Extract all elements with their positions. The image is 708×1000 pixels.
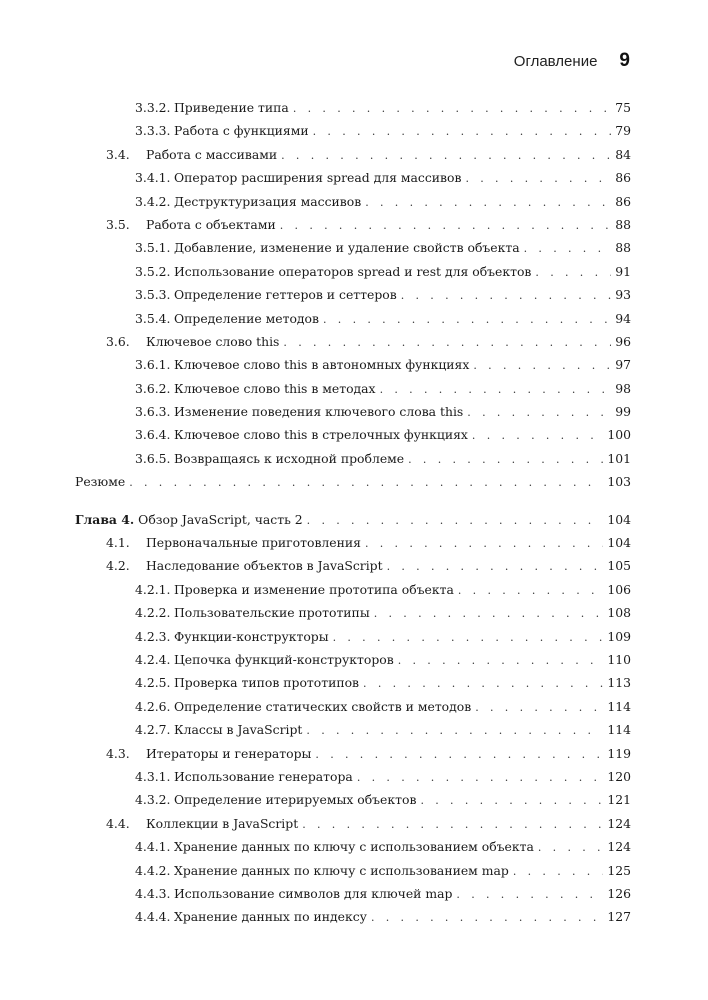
toc-entry bbox=[0, 213, 708, 236]
dot-leader bbox=[333, 626, 604, 649]
toc-entry-number: 3.5.3. bbox=[135, 287, 171, 303]
toc-entry bbox=[0, 601, 708, 624]
dot-leader bbox=[538, 836, 603, 859]
dot-leader bbox=[302, 813, 603, 836]
toc-entry-number: 3.6.3. bbox=[135, 404, 171, 420]
dot-leader bbox=[363, 672, 603, 695]
toc-entry-number: 4.2.4. bbox=[135, 651, 171, 667]
toc-entry-number: 3.5.1. bbox=[135, 240, 171, 256]
dot-leader bbox=[524, 237, 612, 260]
toc-entry-title: Функции-конструкторы bbox=[174, 628, 329, 644]
toc-entry-page: 105 bbox=[607, 558, 631, 574]
dot-leader bbox=[280, 214, 611, 237]
dot-leader bbox=[456, 883, 603, 906]
toc-entry-number: 3.4.1. bbox=[135, 170, 171, 186]
dot-leader bbox=[513, 860, 604, 883]
toc-entry-title: Определение геттеров и сеттеров bbox=[174, 287, 397, 303]
toc-entry-title: Резюме bbox=[75, 474, 126, 490]
toc-entry bbox=[0, 377, 708, 400]
dot-leader bbox=[365, 532, 603, 555]
toc-entry-number: 3.4.2. bbox=[135, 193, 171, 209]
toc-entry-title: Использование операторов spread и rest для объектов bbox=[174, 263, 532, 279]
toc-entry-number: 4.3.1. bbox=[135, 768, 171, 784]
toc-entry-title: Хранение данных по ключу с использованием map bbox=[174, 862, 509, 878]
page-number: 9 bbox=[619, 50, 630, 71]
toc-entry bbox=[0, 882, 708, 905]
toc-entry bbox=[0, 531, 708, 554]
toc-entry-number: 4.2.6. bbox=[135, 698, 171, 714]
dot-leader bbox=[374, 602, 604, 625]
toc-entry bbox=[0, 718, 708, 741]
toc-entry-page: 127 bbox=[607, 909, 631, 925]
dot-leader bbox=[315, 743, 603, 766]
toc-entry bbox=[0, 905, 708, 928]
toc-entry-page: 100 bbox=[607, 427, 631, 443]
toc-entry bbox=[0, 400, 708, 423]
toc-entry-page: 113 bbox=[607, 675, 631, 691]
toc-entry-title: Деструктуризация массивов bbox=[174, 193, 362, 209]
toc-entry-page: 91 bbox=[615, 263, 631, 279]
toc-entry-number: 4.2.5. bbox=[135, 675, 171, 691]
toc-entry-number: 3.3.3. bbox=[135, 123, 171, 139]
toc-entry-title: Коллекции в JavaScript bbox=[146, 815, 299, 831]
toc-entry-page: 109 bbox=[607, 628, 631, 644]
dot-leader bbox=[475, 696, 603, 719]
toc-entry-page: 103 bbox=[607, 474, 631, 490]
toc-entry-number: 3.6. bbox=[106, 333, 130, 349]
toc-entry bbox=[0, 765, 708, 788]
toc-entry-number: 4.4.1. bbox=[135, 839, 171, 855]
toc-entry-title: Пользовательские прототипы bbox=[174, 605, 370, 621]
toc-entry-number: 4.2. bbox=[106, 558, 130, 574]
toc-entry-title: Изменение поведения ключевого слова this bbox=[174, 404, 464, 420]
toc-entry-number: 3.6.1. bbox=[135, 357, 171, 373]
toc-entry-page: 88 bbox=[615, 240, 631, 256]
toc-entry-title: Возвращаясь к исходной проблеме bbox=[174, 450, 405, 466]
toc-entry-number: 3.5. bbox=[106, 216, 130, 232]
toc-entry-title: Использование символов для ключей map bbox=[174, 885, 453, 901]
toc-entry-number: 4.2.2. bbox=[135, 605, 171, 621]
toc-entry-page: 106 bbox=[607, 581, 631, 597]
toc-entry bbox=[0, 236, 708, 259]
toc-entry-page: 124 bbox=[607, 815, 631, 831]
toc-entry-title: Работа с функциями bbox=[174, 123, 309, 139]
toc-entry-title: Определение методов bbox=[174, 310, 319, 326]
toc-entry-number: 3.5.4. bbox=[135, 310, 171, 326]
toc-entry-page: 93 bbox=[615, 287, 631, 303]
toc-entry-page: 97 bbox=[615, 357, 631, 373]
toc-entry-number: 3.5.2. bbox=[135, 263, 171, 279]
toc-entry bbox=[0, 554, 708, 577]
dot-leader bbox=[473, 354, 611, 377]
dot-leader bbox=[129, 471, 603, 494]
toc-entry-title: Ключевое слово this в стрелочных функциях bbox=[174, 427, 468, 443]
toc-entry-title: Наследование объектов в JavaScript bbox=[146, 558, 383, 574]
dot-leader bbox=[283, 331, 611, 354]
toc-entry-number: 3.6.2. bbox=[135, 380, 171, 396]
toc-entry bbox=[0, 423, 708, 446]
dot-leader bbox=[420, 789, 603, 812]
toc-entry-number: 4.2.1. bbox=[135, 581, 171, 597]
dot-leader bbox=[458, 579, 603, 602]
toc-entry-page: 114 bbox=[607, 698, 631, 714]
toc-entry-title: Проверка типов прототипов bbox=[174, 675, 360, 691]
toc-entry-page: 126 bbox=[607, 885, 631, 901]
dot-leader bbox=[293, 97, 611, 120]
toc-entry-number: 4.1. bbox=[106, 535, 130, 551]
toc-entry bbox=[0, 307, 708, 330]
toc-entry-title: Оператор расширения spread для массивов bbox=[174, 170, 462, 186]
toc-entry-number: 3.6.5. bbox=[135, 450, 171, 466]
dot-leader bbox=[387, 555, 604, 578]
dot-leader bbox=[281, 144, 611, 167]
toc-entry bbox=[0, 283, 708, 306]
toc-entry-title: Итераторы и генераторы bbox=[146, 745, 312, 761]
toc-entry bbox=[0, 96, 708, 119]
toc-entry bbox=[0, 648, 708, 671]
toc-chapter-label: Глава 4. bbox=[75, 511, 135, 527]
dot-leader bbox=[307, 509, 604, 532]
toc-chapter-entry bbox=[0, 508, 708, 531]
toc-entry bbox=[0, 578, 708, 601]
toc-entry-page: 79 bbox=[615, 123, 631, 139]
toc-entry-page: 75 bbox=[615, 100, 631, 115]
toc-entry-title: Обзор JavaScript, часть 2 bbox=[138, 511, 303, 527]
toc-entry-title: Добавление, изменение и удаление свойств объекта bbox=[174, 240, 520, 256]
toc-entry-title: Ключевое слово this bbox=[146, 333, 280, 349]
running-head-title: Оглавление bbox=[513, 53, 598, 70]
toc-entry bbox=[0, 835, 708, 858]
toc-entry-number: 4.2.7. bbox=[135, 722, 171, 738]
toc-entry-title: Ключевое слово this в автономных функциях bbox=[174, 357, 470, 373]
toc-entry-title: Хранение данных по индексу bbox=[174, 909, 367, 925]
toc-entry-page: 98 bbox=[615, 380, 631, 396]
toc-entry-page: 119 bbox=[607, 745, 631, 761]
toc-entry bbox=[0, 742, 708, 765]
toc-entry-page: 84 bbox=[615, 146, 631, 162]
dot-leader bbox=[398, 649, 604, 672]
toc-entry bbox=[0, 353, 708, 376]
toc-entry-number: 4.2.3. bbox=[135, 628, 171, 644]
dot-leader bbox=[465, 167, 611, 190]
toc-entry-number: 4.4.4. bbox=[135, 909, 171, 925]
toc-entry bbox=[0, 859, 708, 882]
toc-entry-page: 96 bbox=[615, 333, 631, 349]
toc-entry bbox=[0, 166, 708, 189]
toc-entry-page: 99 bbox=[615, 404, 631, 420]
toc-entry-number: 4.3.2. bbox=[135, 792, 171, 808]
toc-entry-number: 4.4.3. bbox=[135, 885, 171, 901]
dot-leader bbox=[313, 120, 612, 143]
dot-leader bbox=[467, 401, 611, 424]
toc-entry-page: 124 bbox=[607, 839, 631, 855]
toc-entry bbox=[0, 119, 708, 142]
toc-entry-page: 120 bbox=[607, 768, 631, 784]
toc-entry-title: Первоначальные приготовления bbox=[146, 535, 361, 551]
toc-entry bbox=[0, 625, 708, 648]
toc-entry-page: 110 bbox=[607, 651, 631, 667]
toc-entry bbox=[0, 330, 708, 353]
toc-entry-title: Хранение данных по ключу с использованием объекта bbox=[174, 839, 534, 855]
toc-entry bbox=[0, 695, 708, 718]
toc-entry-page: 88 bbox=[615, 216, 631, 232]
toc-entry-page: 114 bbox=[607, 722, 631, 738]
toc-entry-page: 121 bbox=[607, 792, 631, 808]
toc-entry-title: Работа с массивами bbox=[146, 146, 278, 162]
toc-entry-title: Определение итерируемых объектов bbox=[174, 792, 417, 808]
dot-leader bbox=[401, 284, 612, 307]
toc-entry-number: 4.4. bbox=[106, 815, 130, 831]
dot-leader bbox=[365, 191, 611, 214]
toc-entry-page: 86 bbox=[615, 170, 631, 186]
dot-leader bbox=[380, 378, 612, 401]
running-head bbox=[514, 50, 630, 74]
table-of-contents bbox=[0, 96, 708, 929]
toc-entry-title: Ключевое слово this в методах bbox=[174, 380, 376, 396]
toc-entry-page: 104 bbox=[607, 535, 631, 551]
dot-leader bbox=[535, 261, 611, 284]
toc-entry-page: 86 bbox=[615, 193, 631, 209]
toc-entry-page: 125 bbox=[607, 862, 631, 878]
toc-entry-number: 3.6.4. bbox=[135, 427, 171, 443]
toc-entry-number: 3.3.2. bbox=[135, 100, 171, 115]
toc-entry-title: Проверка и изменение прототипа объекта bbox=[174, 581, 454, 597]
toc-entry-title: Классы в JavaScript bbox=[174, 722, 303, 738]
toc-entry bbox=[0, 190, 708, 213]
dot-leader bbox=[472, 424, 603, 447]
dot-leader bbox=[306, 719, 603, 742]
toc-entry-page: 108 bbox=[607, 605, 631, 621]
dot-leader bbox=[323, 308, 611, 331]
toc-entry-title: Использование генератора bbox=[174, 768, 353, 784]
toc-entry-number: 3.4. bbox=[106, 146, 130, 162]
toc-entry-number: 4.4.2. bbox=[135, 862, 171, 878]
dot-leader bbox=[408, 448, 603, 471]
toc-entry-title: Приведение типа bbox=[174, 100, 289, 115]
toc-entry-page: 94 bbox=[615, 310, 631, 326]
toc-entry-title: Цепочка функций-конструкторов bbox=[174, 651, 394, 667]
toc-entry bbox=[0, 671, 708, 694]
toc-entry bbox=[0, 447, 708, 470]
toc-entry-title: Работа с объектами bbox=[146, 216, 276, 232]
toc-entry bbox=[0, 788, 708, 811]
toc-entry-page: 101 bbox=[607, 450, 631, 466]
toc-entry bbox=[0, 812, 708, 835]
toc-entry bbox=[0, 143, 708, 166]
toc-entry-number: 4.3. bbox=[106, 745, 130, 761]
toc-entry bbox=[0, 260, 708, 283]
dot-leader bbox=[371, 906, 603, 929]
toc-entry-page: 104 bbox=[607, 511, 631, 527]
toc-entry-title: Определение статических свойств и методов bbox=[174, 698, 472, 714]
toc-entry bbox=[0, 470, 708, 493]
dot-leader bbox=[357, 766, 604, 789]
